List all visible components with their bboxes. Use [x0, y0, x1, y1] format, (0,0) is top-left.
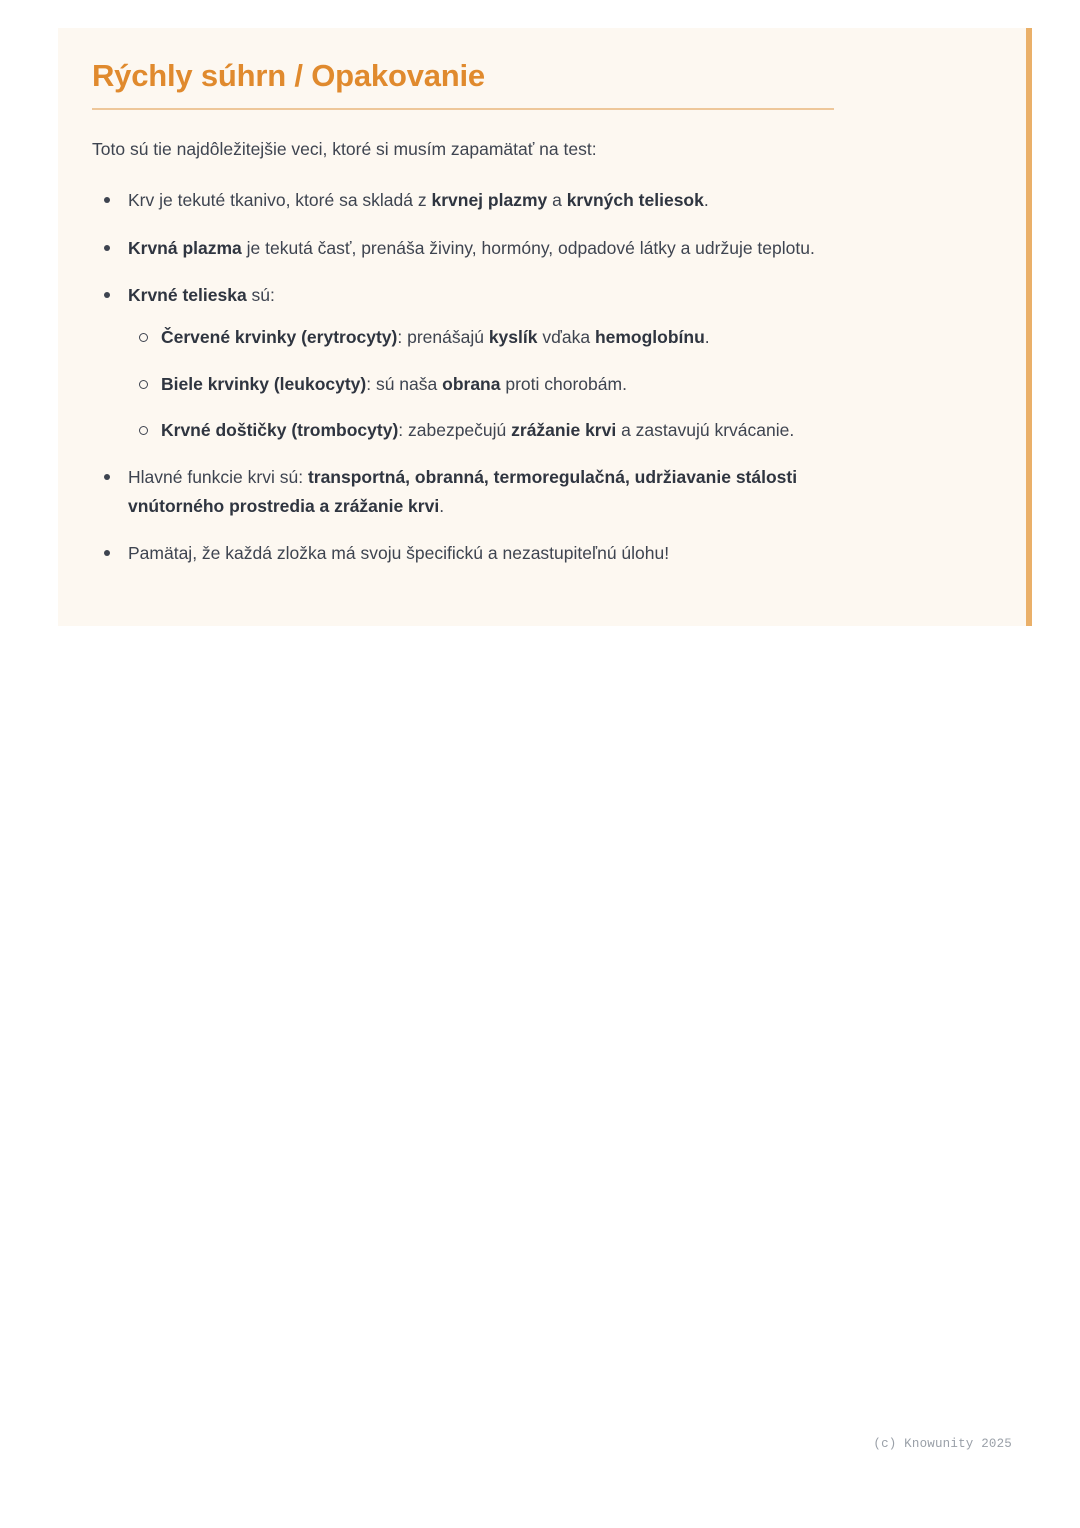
summary-list	[92, 186, 980, 567]
list-item-text: Krv je tekuté tkanivo, ktoré sa skladá z krvnej plazmy a krvných teliesok.	[128, 190, 709, 211]
sub-list-item: Červené krvinky (erytrocyty): prenášajú kyslík vďaka hemoglobínu.	[128, 323, 822, 351]
summary-card	[58, 28, 1032, 626]
list-item	[92, 463, 822, 520]
sub-list-item: Biele krvinky (leukocyty): sú naša obrana proti chorobám.	[128, 370, 822, 398]
intro-text: Toto sú tie najdôležitejšie veci, ktoré si musím zapamätať na test:	[92, 139, 597, 159]
copyright-footer: (c) Knowunity 2025	[873, 1437, 1012, 1451]
list-item-text: Pamätaj, že každá zložka má svoju špecifickú a nezastupiteľnú úlohu!	[128, 543, 670, 563]
accent-bar	[1026, 28, 1032, 626]
list-item	[92, 281, 822, 444]
sub-list	[128, 323, 822, 444]
list-item	[92, 539, 822, 567]
title-divider	[92, 108, 834, 110]
list-item-text: Krvná plazma je tekutá časť, prenáša živiny, hormóny, odpadové látky a udržuje teplotu.	[128, 237, 815, 258]
page-title: Rýchly súhrn / Opakovanie	[92, 58, 485, 93]
list-item	[92, 186, 822, 214]
list-item-text: Krvné telieska sú:	[128, 284, 275, 305]
list-item-text: Hlavné funkcie krvi sú: transportná, obranná, termoregulačná, udržiavanie stálosti vnútorného prostredia a zrážanie krvi.	[128, 467, 798, 516]
list-item	[92, 234, 822, 262]
sub-list-item: Krvné doštičky (trombocyty): zabezpečujú zrážanie krvi a zastavujú krvácanie.	[128, 416, 822, 444]
